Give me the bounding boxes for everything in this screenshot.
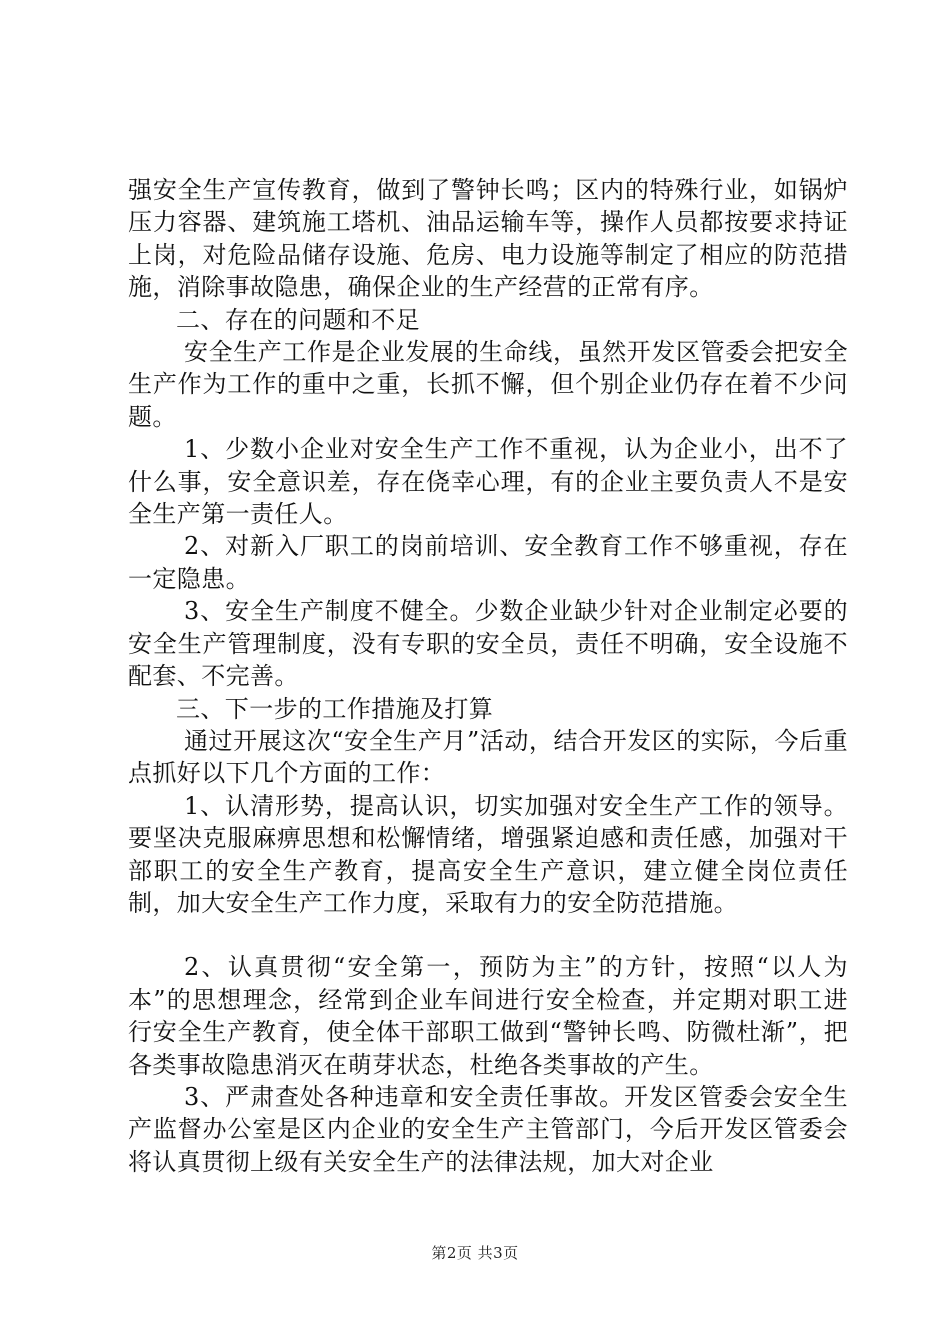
- measure-item-3: 3、严肃查处各种违章和安全责任事故。开发区管委会安全生产监督办公室是区内企业的安全生产主管部门，今后开发区管委会将认真贯彻上级有关安全生产的法律法规，加大对企业: [128, 1082, 848, 1176]
- page-number-footer: 第2页 共3页: [431, 1244, 519, 1262]
- measure-item-1: 1、认清形势，提高认识，切实加强对安全生产工作的领导。要坚决克服麻痹思想和松懈情绪，增强紧迫感和责任感，加强对干部职工的安全生产教育，提高安全生产意识，建立健全岗位责任制，加大安全生产工作力度，采取有力的安全防范措施。: [128, 791, 848, 917]
- problem-item-2: 2、对新入厂职工的岗前培训、安全教育工作不够重视，存在一定隐患。: [128, 532, 848, 593]
- problem-item-1: 1、少数小企业对安全生产工作不重视，认为企业小，出不了什么事，安全意识差，存在侥幸心理，有的企业主要负责人不是安全生产第一责任人。: [128, 435, 848, 529]
- measure-item-2: 2、认真贯彻“安全第一，预防为主”的方针，按照“以人为本”的思想理念，经常到企业车间进行安全检查，并定期对职工进行安全生产教育，使全体干部职工做到“警钟长鸣、防微杜渐”，把各类事故隐患消灭在萌芽状态，杜绝各类事故的产生。: [128, 953, 848, 1079]
- section-heading-2: 二、存在的问题和不足: [176, 305, 420, 334]
- document-body: [128, 174, 848, 1178]
- section-heading-3: 三、下一步的工作措施及打算: [176, 694, 494, 723]
- paragraph-intro-problems: 安全生产工作是企业发展的生命线，虽然开发区管委会把安全生产作为工作的重中之重，长抓不懈，但个别企业仍存在着不少问题。: [128, 338, 848, 431]
- problem-item-3: 3、安全生产制度不健全。少数企业缺少针对企业制定必要的安全生产管理制度，没有专职的安全员，责任不明确，安全设施不配套、不完善。: [128, 597, 848, 691]
- paragraph-continuation: 强安全生产宣传教育，做到了警钟长鸣；区内的特殊行业，如锅炉压力容器、建筑施工塔机、油品运输车等，操作人员都按要求持证上岗，对危险品储存设施、危房、电力设施等制定了相应的防范措施，消除事故隐患，确保企业的生产经营的正常有序。: [128, 176, 848, 302]
- paragraph-intro-measures: 通过开展这次“安全生产月”活动，结合开发区的实际，今后重点抓好以下几个方面的工作：: [128, 726, 848, 788]
- paragraph-gap: [128, 919, 848, 951]
